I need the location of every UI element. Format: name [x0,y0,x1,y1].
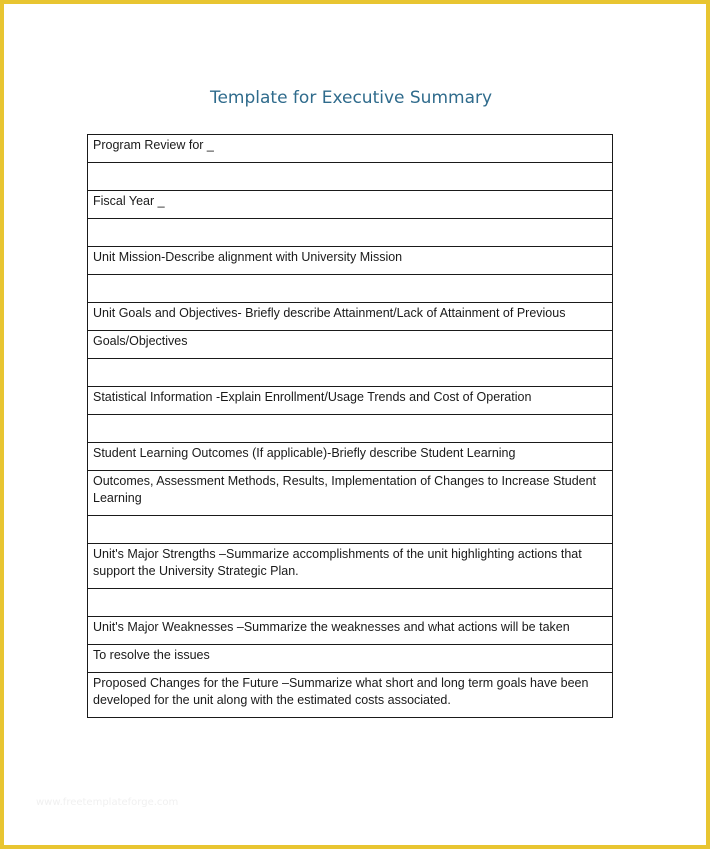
table-row [88,443,613,471]
summary-table [87,134,613,718]
page-title: Template for Executive Summary [209,88,493,108]
table-row [88,645,613,673]
row-program-review[interactable]: Program Review for _ [88,135,613,163]
row-resolve-issues[interactable]: To resolve the issues [88,645,613,673]
table-row [88,415,613,443]
row-major-weaknesses[interactable]: Unit's Major Weaknesses –Summarize the weaknesses and what actions will be taken [88,617,613,645]
table-row [88,163,613,191]
blank-cell[interactable] [88,219,613,247]
table-row [88,135,613,163]
row-proposed-changes[interactable]: Proposed Changes for the Future –Summarize what short and long term goals have been developed for the unit along with the estimated costs associated. [88,673,613,718]
table-row [88,471,613,516]
table-row [88,247,613,275]
table-row [88,331,613,359]
table-row [88,516,613,544]
table-row [88,617,613,645]
row-assessment-methods[interactable]: Outcomes, Assessment Methods, Results, Implementation of Changes to Increase Student Learning [88,471,613,516]
table-row [88,387,613,415]
blank-cell[interactable] [88,516,613,544]
table-row [88,544,613,589]
blank-cell[interactable] [88,589,613,617]
blank-cell[interactable] [88,415,613,443]
blank-cell[interactable] [88,359,613,387]
table-row [88,191,613,219]
row-unit-mission[interactable]: Unit Mission-Describe alignment with University Mission [88,247,613,275]
watermark: www.freetemplateforge.com [36,797,179,808]
row-learning-outcomes[interactable]: Student Learning Outcomes (If applicable)-Briefly describe Student Learning [88,443,613,471]
table-row [88,359,613,387]
blank-cell[interactable] [88,163,613,191]
table-row [88,219,613,247]
row-goals-objectives[interactable]: Goals/Objectives [88,331,613,359]
table-row [88,589,613,617]
blank-cell[interactable] [88,275,613,303]
row-fiscal-year[interactable]: Fiscal Year _ [88,191,613,219]
table-row [88,303,613,331]
table-row [88,673,613,718]
row-unit-goals[interactable]: Unit Goals and Objectives- Briefly describe Attainment/Lack of Attainment of Previous [88,303,613,331]
row-major-strengths[interactable]: Unit's Major Strengths –Summarize accomplishments of the unit highlighting actions that support the University Strategic Plan. [88,544,613,589]
row-statistical-info[interactable]: Statistical Information -Explain Enrollment/Usage Trends and Cost of Operation [88,387,613,415]
table-row [88,275,613,303]
